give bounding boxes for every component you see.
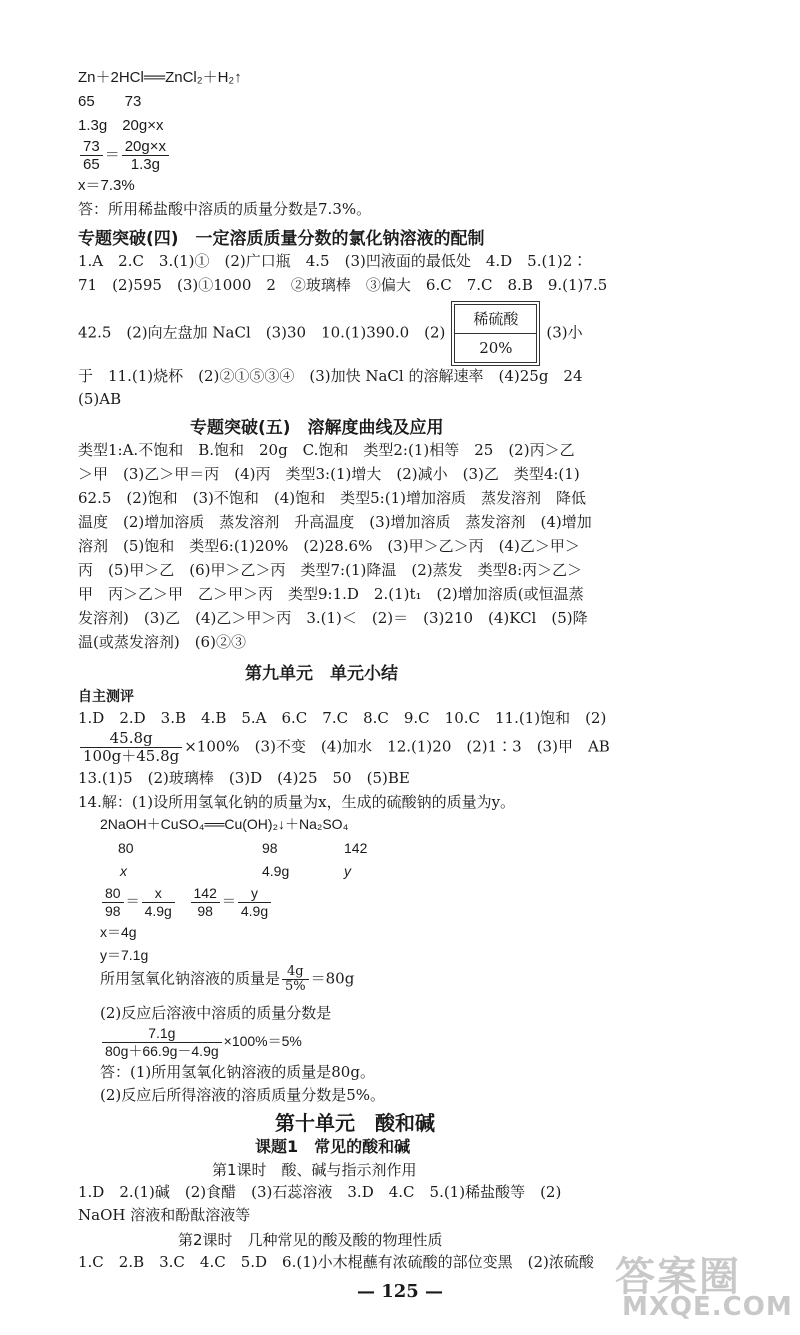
result-line: x＝4g — [100, 924, 137, 940]
fraction: $\frac{142}{98}$ — [191, 885, 220, 920]
answer-line: 62.5 (2)饱和 (3)不饱和 (4)饱和 类型5:(1)增加溶质 蒸发溶剂 降低 — [78, 489, 586, 507]
naoh-solution-line: 所用氢氧化钠溶液的质量是 $\frac{4g}{5\%}$ ＝80g — [100, 964, 355, 994]
lesson-heading: 课题1 常见的酸和碱 — [255, 1137, 411, 1156]
fraction: $\frac{x}{4.9g}$ — [142, 885, 175, 920]
section-heading-tp5: 专题突破(五) 溶解度曲线及应用 — [190, 418, 444, 438]
answer-line: 温(或蒸发溶剂) (6)②③ — [78, 633, 246, 651]
answer-line: 类型1:A.不饱和 B.饱和 20g C.饱和 类型2:(1)相等 25 (2)丙＞乙 — [78, 441, 575, 459]
variable: y — [344, 863, 351, 879]
answer-line: 于 11.(1)烧杯 (2)②①⑤③④ (3)加快 NaCl 的溶解速率 (4)25g 24 — [78, 367, 583, 385]
proportion-line: $\frac{80}{98}$ ＝ $\frac{x}{4.9g}$ $\frac{142}{98}$ ＝ $\frac{y}{4.9g}$ — [100, 885, 273, 920]
class-heading-1: 第1课时 酸、碱与指示剂作用 — [212, 1161, 417, 1179]
fraction: $\frac{y}{4.9g}$ — [238, 885, 271, 920]
answer-line: 溶剂 (5)饱和 类型6:(1)20% (2)28.6% (3)甲＞乙＞丙 (4)乙＞甲＞ — [78, 537, 580, 555]
equation-line: 2NaOH＋CuSO₄══Cu(OH)₂↓＋Na₂SO₄ — [100, 816, 349, 832]
molar-mass: 80 — [118, 840, 134, 856]
fraction: $\frac{7.1g}{80g+66.9g-4.9g}$ — [102, 1025, 222, 1060]
answer-line: 发溶剂) (3)乙 (4)乙＞甲＞丙 3.(1)＜ (2)＝ (3)210 (4)KCl (5)降 — [78, 609, 588, 627]
equation-line: Zn＋2HCl══ZnCl₂＋H₂↑ — [78, 69, 242, 86]
fraction: $\frac{20g\times x}{1.3g}$ — [122, 138, 169, 173]
fraction: $\frac{73}{65}$ — [80, 138, 103, 173]
molar-mass: 142 — [344, 840, 368, 856]
fraction: $\frac{45.8g}{100g+45.8g}$ — [80, 730, 182, 765]
answer-line: 丙 (5)甲＞乙 (6)甲＞乙＞丙 类型7:(1)降温 (2)蒸发 类型8:丙＞乙＞ — [78, 561, 583, 579]
answer-line: 14.解：(1)设所用氢氧化钠的质量为x，生成的硫酸钠的质量为y。 — [78, 793, 516, 811]
subheading-self-test: 自主测评 — [78, 689, 134, 705]
answer-line: 甲 丙＞乙＞甲 乙＞甲＞丙 类型9:1.D 2.(1)t₁ (2)增加溶质(或恒温蒸 — [78, 585, 584, 603]
answer-line: 1.C 2.B 3.C 4.C 5.D 6.(1)小木棍蘸有浓硫酸的部位变黑 (2)浓硫酸 — [78, 1253, 594, 1271]
answer-line: ＞甲 (3)乙＞甲＝丙 (4)丙 类型3:(1)增大 (2)减小 (3)乙 类型4:(1) — [78, 465, 580, 483]
answer-line: 答：(1)所用氢氧化钠溶液的质量是80g。 — [100, 1063, 375, 1081]
watermark-logo: 答案圈 — [615, 1254, 741, 1300]
section-heading-tp4: 专题突破(四) 一定溶质质量分数的氯化钠溶液的配制 — [78, 229, 485, 249]
result-line: x＝7.3% — [78, 177, 135, 194]
unit-heading-10: 第十单元 酸和碱 — [275, 1111, 435, 1135]
answer-line: 温度 (2)增加溶质 蒸发溶剂 升高温度 (3)增加溶质 蒸发溶剂 (4)增加 — [78, 513, 592, 531]
result-line: y＝7.1g — [100, 947, 149, 963]
section-heading-unit9: 第九单元 单元小结 — [245, 664, 398, 684]
answer-line-fraction: $\frac{45.8g}{100g+45.8g}$ ×100% (3)不变 (4)加水 12.(1)20 (2)1∶3 (3)甲 AB — [78, 730, 610, 765]
molar-mass: 98 — [262, 840, 278, 856]
watermark-url: MXQE.COM — [622, 1292, 793, 1322]
percentage-line: $\frac{7.1g}{80g+66.9g-4.9g}$ ×100%＝5% — [100, 1025, 302, 1060]
page-number: — 125 — — [356, 1281, 444, 1302]
reagent-label-box: 稀硫酸 20% — [451, 301, 540, 366]
class-heading-2: 第2课时 几种常见的酸及酸的物理性质 — [178, 1231, 443, 1249]
answer-line: 71 (2)595 (3)①1000 2 ②玻璃棒 ③偏大 6.C 7.C 8.B 9.(1)7.5 — [78, 276, 608, 294]
answer-line: (2)反应后溶液中溶质的质量分数是 — [100, 1004, 332, 1022]
answer-line: (2)反应后所得溶液的溶质质量分数是5%。 — [100, 1086, 386, 1104]
quantity-line: 1.3g 20g×x — [78, 117, 164, 134]
fraction: $\frac{80}{98}$ — [102, 885, 124, 920]
answer-line: 1.D 2.(1)碱 (2)食醋 (3)石蕊溶液 3.D 4.C 5.(1)稀盐酸等 (2) — [78, 1183, 562, 1201]
proportion-line: $\frac{73}{65}$ ＝ $\frac{20g\times x}{1.3g}$ — [78, 138, 171, 173]
answer-line: 13.(1)5 (2)玻璃棒 (3)D (4)25 50 (5)BE — [78, 769, 410, 787]
answer-line: (5)AB — [78, 390, 122, 408]
answer-line: NaOH 溶液和酚酞溶液等 — [78, 1206, 251, 1224]
answer-line: 1.D 2.D 3.B 4.B 5.A 6.C 7.C 8.C 9.C 10.C 11.(1)饱和 (2) — [78, 709, 607, 727]
given-mass: 4.9g — [262, 863, 290, 879]
variable: x — [120, 863, 127, 879]
answer-line: 答：所用稀盐酸中溶质的质量分数是7.3%。 — [78, 200, 372, 218]
fraction: $\frac{4g}{5\%}$ — [282, 965, 309, 994]
answer-line: 1.A 2.C 3.(1)① (2)广口瓶 4.5 (3)凹液面的最低处 4.D 5.(1)2∶ — [78, 252, 588, 270]
mass-line: 65 73 — [78, 93, 142, 110]
answer-line-with-label: 42.5 (2)向左盘加 NaCl (3)30 10.(1)390.0 (2) 稀硫酸 20% (3)小 — [78, 301, 583, 366]
